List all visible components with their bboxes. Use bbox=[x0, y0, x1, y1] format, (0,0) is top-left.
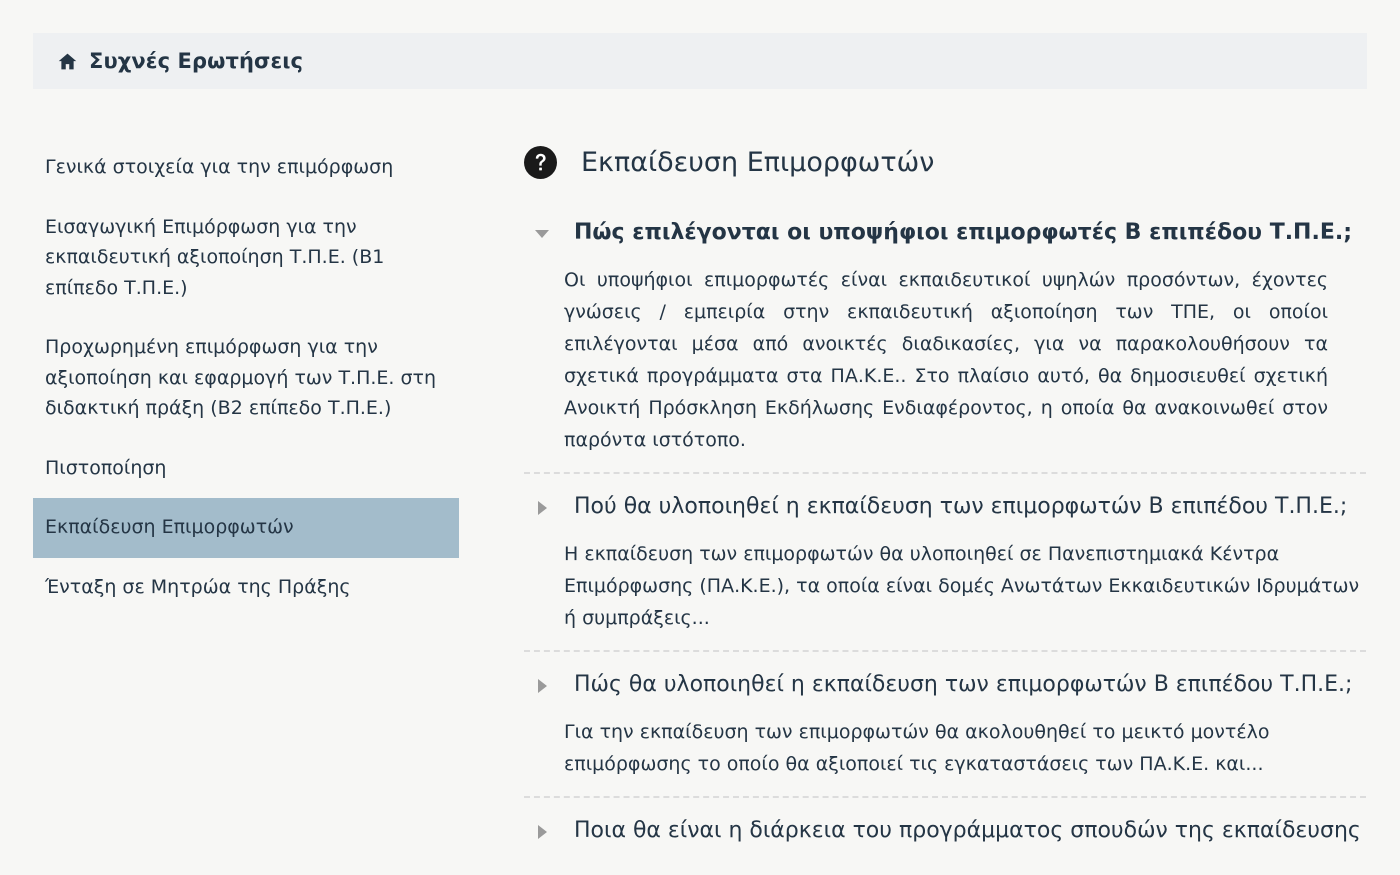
faq-content bbox=[524, 138, 1366, 864]
faq-question: Πώς επιλέγονται οι υποψήφιοι επιμορφωτές Β επιπέδου Τ.Π.Ε.; bbox=[574, 220, 1353, 245]
faq-question: Ποια θα είναι η διάρκεια του προγράμματος σπουδών της εκπαίδευσης bbox=[574, 818, 1361, 843]
sidebar-item-general-info[interactable]: Γενικά στοιχεία για την επιμόρφωση bbox=[45, 156, 394, 178]
caret-right-icon bbox=[534, 678, 550, 694]
faq-item bbox=[524, 216, 1366, 474]
sidebar-item-b1-training[interactable]: Εισαγωγική Επιμόρφωση για την εκπαιδευτική αξιοποίηση Τ.Π.Ε. (Β1 επίπεδο Τ.Π.Ε.) bbox=[45, 215, 385, 299]
faq-question-toggle[interactable] bbox=[524, 814, 1366, 848]
sidebar-item-trainer-education[interactable]: Εκπαίδευση Επιμορφωτών bbox=[33, 498, 459, 558]
faq-question: Πού θα υλοποιηθεί η εκπαίδευση των επιμορφωτών Β επιπέδου Τ.Π.Ε.; bbox=[574, 494, 1348, 519]
breadcrumb-bar bbox=[33, 33, 1367, 89]
sidebar-item-registries[interactable]: Ένταξη σε Μητρώα της Πράξης bbox=[45, 575, 351, 598]
faq-item bbox=[524, 798, 1366, 864]
sidebar-item-certification[interactable]: Πιστοποίηση bbox=[45, 456, 167, 479]
faq-item bbox=[524, 652, 1366, 798]
page-title: Συχνές Ερωτήσεις bbox=[89, 49, 304, 73]
section-header bbox=[524, 138, 1366, 186]
faq-question-toggle[interactable] bbox=[524, 216, 1366, 250]
faq-item bbox=[524, 474, 1366, 652]
faq-answer-preview: Η εκπαίδευση των επιμορφωτών θα υλοποιηθεί σε Πανεπιστημιακά Κέντρα Επιμόρφωσης (ΠΑ.Κ.Ε.), τα οποία είναι δομές Ανωτάτων Εκκαιδευτικών Ιδρυμάτων ή συμπράξεις... bbox=[564, 543, 1360, 629]
caret-right-icon bbox=[534, 500, 550, 516]
caret-down-icon bbox=[534, 226, 550, 242]
section-title: Εκπαίδευση Επιμορφωτών bbox=[581, 146, 935, 178]
faq-question-toggle[interactable] bbox=[524, 668, 1366, 702]
faq-answer: Οι υποψήφιοι επιμορφωτές είναι εκπαιδευτικοί υψηλών προσόντων, έχοντες γνώσεις / εμπειρία στην εκπαιδευτική αξιοποίηση των ΤΠΕ, οι οποίοι επιλέγονται μέσα από ανοικτές διαδικασίες, για να παρακολουθήσουν τα σχετικά προγράμματα στα ΠΑ.Κ.Ε.. Στο πλαίσιο αυτό, θα δημοσιευθεί σχετική Ανοικτή Πρόσκληση Εκδήλωσης Ενδιαφέροντος, η οποία θα ανακοινωθεί στον παρόντα ιστότοπο. bbox=[564, 269, 1328, 451]
sidebar bbox=[33, 138, 459, 617]
faq-question: Πώς θα υλοποιηθεί η εκπαίδευση των επιμορφωτών Β επιπέδου Τ.Π.Ε.; bbox=[574, 672, 1353, 697]
question-circle-icon bbox=[524, 146, 557, 179]
home-icon[interactable] bbox=[57, 51, 78, 72]
caret-right-icon bbox=[534, 824, 550, 840]
sidebar-item-b2-training[interactable]: Προχωρημένη επιμόρφωση για την αξιοποίηση και εφαρμογή των Τ.Π.Ε. στη διδακτική πράξη (Β2 επίπεδο Τ.Π.Ε.) bbox=[45, 336, 437, 419]
faq-question-toggle[interactable] bbox=[524, 490, 1366, 524]
faq-answer-preview: Για την εκπαίδευση των επιμορφωτών θα ακολουθηθεί το μεικτό μοντέλο επιμόρφωσης το οποίο θα αξιοποιεί τις εγκαταστάσεις των ΠΑ.Κ.Ε. και... bbox=[564, 721, 1270, 775]
